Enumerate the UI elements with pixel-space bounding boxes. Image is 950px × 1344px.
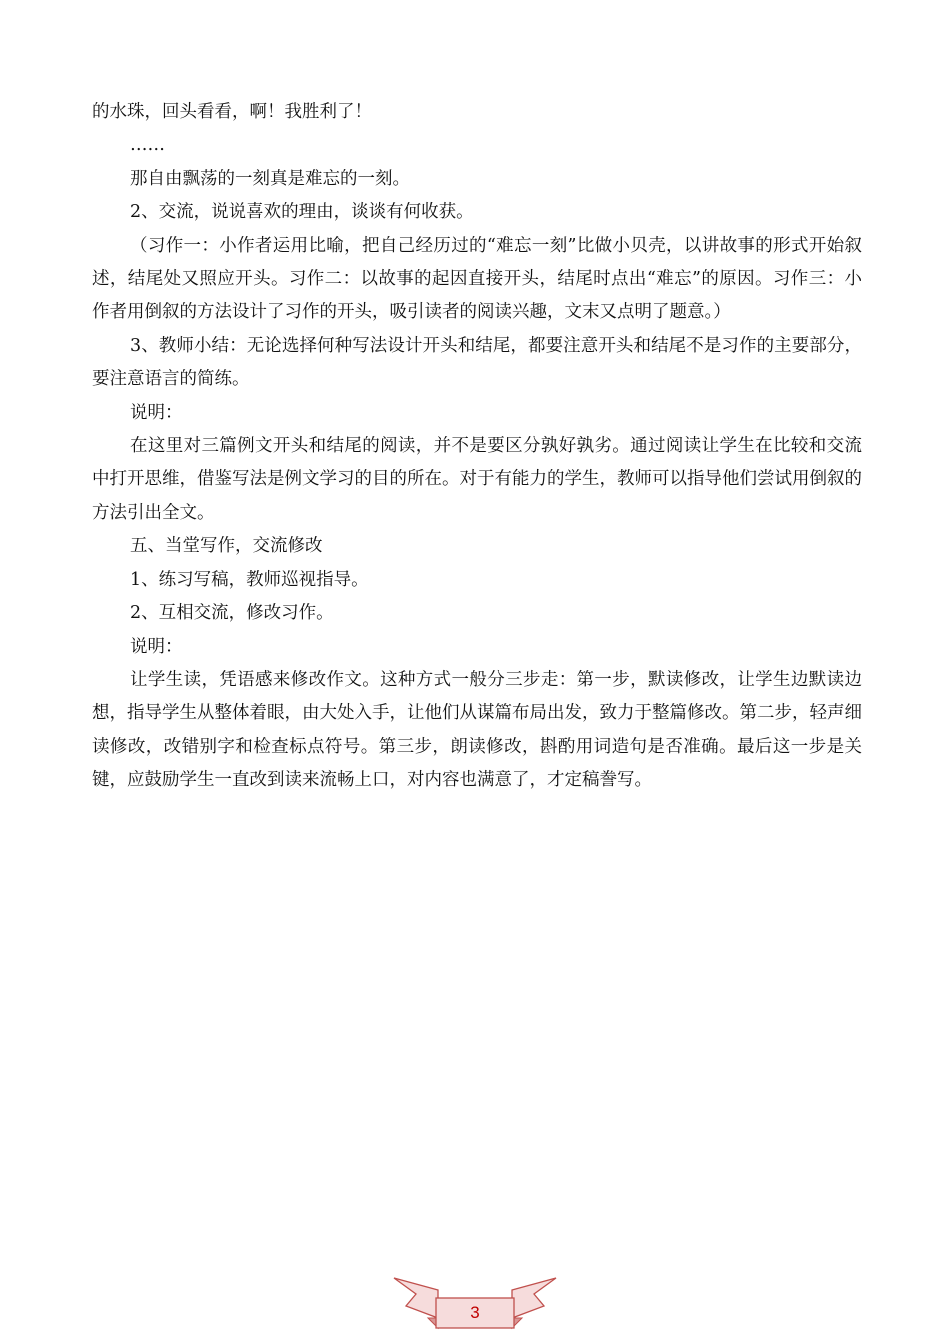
paragraph-note-label-2: 说明： (130, 636, 183, 657)
paragraph-analysis: （习作一：小作者运用比喻，把自己经历过的“难忘一刻”比做小贝壳，以讲故事的形式开始叙述，结尾处又照应开头。习作二：以故事的起因直接开头，结尾时点出“难忘”的原因。习作三：小作者用倒叙的方法设计了习作的开头，吸引读者的阅读兴趣，文末又点明了题意。） (92, 235, 862, 323)
paragraph-ellipsis: …… (130, 135, 165, 156)
paragraph-practice: 1、练习写稿，教师巡视指导。 (130, 569, 369, 590)
paragraph-note-body-2: 让学生读，凭语感来修改作文。这种方式一般分三步走：第一步，默读修改，让学生边默读边想，指导学生从整体着眼，由大处入手，让他们从谋篇布局出发，致力于整篇修改。第二步，轻声细读修改，改错别字和检查标点符号。第三步，朗读修改，斟酌用词造句是否准确。最后这一步是关键，应鼓励学生一直改到读来流畅上口，对内容也满意了，才定稿誊写。 (92, 669, 862, 791)
paragraph-note-body: 在这里对三篇例文开头和结尾的阅读，并不是要区分孰好孰劣。通过阅读让学生在比较和交流中打开思维，借鉴写法是例文学习的目的所在。对于有能力的学生，教师可以指导他们尝试用倒叙的方法引出全文。 (92, 436, 862, 523)
paragraph-closing-line: 那自由飘荡的一刻真是难忘的一刻。 (130, 168, 410, 189)
paragraph-exchange: 2、互相交流，修改习作。 (130, 603, 334, 624)
paragraph-note-label: 说明： (130, 402, 183, 423)
section-heading-writing: 五、当堂写作，交流修改 (130, 536, 323, 557)
document-body (92, 96, 862, 798)
paragraph-step-2: 2、交流，说说喜欢的理由，谈谈有何收获。 (130, 202, 474, 223)
paragraph-continuation: 的水珠，回头看看，啊！我胜利了！ (92, 102, 372, 122)
paragraph-teacher-summary: 3、教师小结：无论选择何种写法设计开头和结尾，都要注意开头和结尾不是习作的主要部分，要注意语言的简练。 (92, 335, 862, 390)
page-number: 3 (470, 1303, 480, 1322)
page-number-ribbon (392, 1272, 558, 1336)
